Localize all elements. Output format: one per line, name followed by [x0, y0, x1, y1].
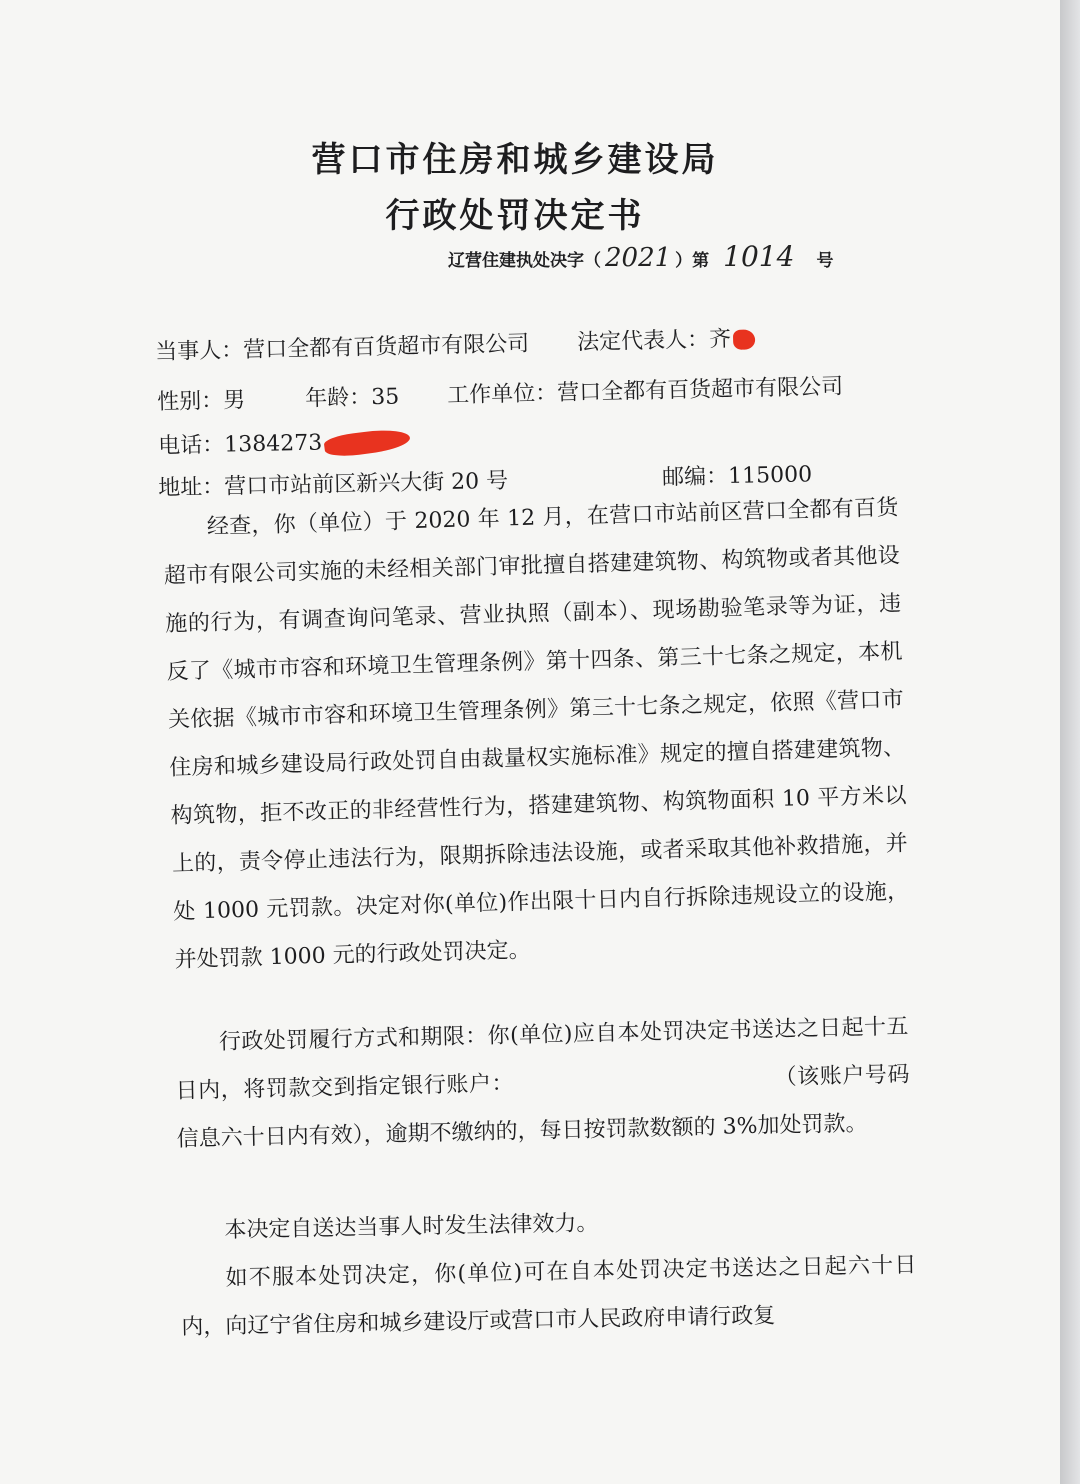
- legal-rep-label: 法定代表人：: [576, 327, 710, 356]
- postcode-label: 邮编：: [661, 464, 729, 491]
- document-title-agency: 营口市住房和城乡建设局: [311, 140, 719, 180]
- doc-year-open: （: [584, 251, 601, 271]
- gender-value: 男: [222, 388, 246, 414]
- work-unit-label: 工作单位：: [446, 380, 558, 409]
- doc-number-handwritten: 1014: [723, 240, 795, 273]
- person-info-line: [157, 376, 843, 414]
- age-value: 35: [370, 384, 400, 411]
- payment-terms-text-continued: （该账户号码信息六十日内有效），逾期不缴纳的，每日按罚款数额的 3%加处罚款。: [176, 1062, 910, 1152]
- doc-year-close: ）第: [675, 251, 710, 271]
- age-label: 年龄：: [304, 385, 372, 412]
- party-label: 当事人：: [154, 338, 244, 365]
- doc-number-suffix: 号: [816, 251, 834, 271]
- postcode-value: 115000: [727, 462, 813, 490]
- findings-paragraph: [162, 484, 911, 984]
- appeal-text: 如不服本处罚决定，你(单位)可在自本处罚决定书送达之日起六十日内，向辽宁省住房和城乡建设厅或营口市人民政府申请行政复: [181, 1252, 917, 1340]
- page-edge: [1060, 0, 1080, 1484]
- address-label: 地址：: [157, 474, 225, 501]
- phone-label: 电话：: [157, 432, 225, 459]
- redaction-mark: [323, 426, 411, 459]
- work-unit-value: 营口全都有百货超市有限公司: [556, 374, 844, 406]
- party-value: 营口全都有百货超市有限公司: [242, 331, 530, 363]
- address-value: 营口市站前区新兴大街 20 号: [223, 468, 509, 500]
- phone-value: 1384273: [223, 430, 323, 458]
- payment-terms-paragraph: [174, 1003, 911, 1164]
- phone-line: [158, 431, 410, 458]
- document-title-type: 行政处罚决定书: [385, 196, 645, 236]
- effect-text: 本决定自送达当事人时发生法律效力。: [224, 1210, 599, 1244]
- findings-text: 经查，你（单位）于 2020 年 12 月，在营口市站前区营口全都有百货超市有限公司实施的未经相关部门审批擅自搭建建筑物、构筑物或者其他设施的行为，有调查询问笔录、营业执照（副本）、现场勘验笔录等为证，违反了《城市市容和环境卫生管理条例》第十四条、第三十七条之规定，本机关依据《城市市容和环境卫生管理条例》第三十七条之规定，依照《营口市住房和城乡建设局行政处罚自由裁量权实施标准》规定的擅自搭建建筑物、构筑物，拒不改正的非经营性行为，搭建建筑物、构筑物面积 10 平方米以上的，责令停止违法行为，限期拆除违法设施，或者采取其他补救措施，并处 1000 元罚款。决定对你(单位)作出限十日内自行拆除违规设立的设施，并处罚款 1000 元的行政处罚决定。: [163, 495, 910, 973]
- doc-year-handwritten: 2021: [605, 243, 672, 273]
- redaction-mark: [733, 329, 755, 349]
- legal-rep-value: 齐: [708, 326, 732, 353]
- gender-label: 性别：: [156, 388, 224, 415]
- party-line: [155, 328, 755, 364]
- doc-number-prefix: 辽营住建执处决字: [448, 251, 584, 271]
- payment-terms-text: 行政处罚履行方式和期限：你(单位)应自本处罚决定书送达之日起十五日内，将罚款交到指定银行账户：: [175, 1014, 909, 1104]
- document-number: [448, 240, 833, 273]
- appeal-paragraph: [180, 1242, 918, 1352]
